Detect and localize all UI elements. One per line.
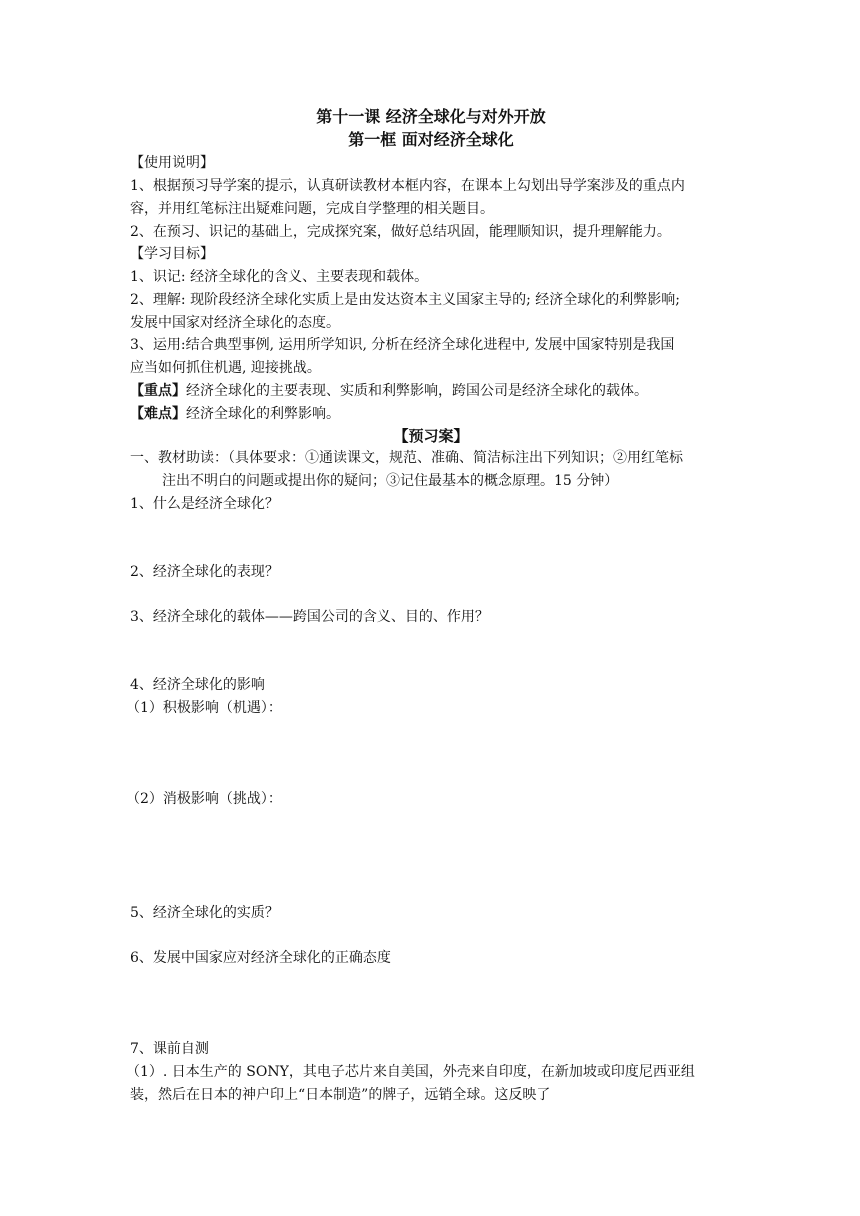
section-title: 第一框 面对经济全球化: [348, 130, 514, 149]
key-point-label: 【重点】: [130, 383, 186, 399]
goals-item-1: 1、识记: 经济全球化的含义、主要表现和载体。: [130, 269, 429, 285]
key-point-text: 经济全球化的主要表现、实质和利弊影响，跨国公司是经济全球化的载体。: [186, 383, 648, 399]
question-7: 7、课前自测: [130, 1041, 209, 1057]
lesson-title: 第十一课 经济全球化与对外开放: [316, 107, 546, 126]
difficult-point-label: 【难点】: [130, 406, 186, 422]
goals-item-2-line-2: 发展中国家对经济全球化的态度。: [130, 315, 340, 331]
goals-item-2-line-1: 2、理解: 现阶段经济全球化实质上是由发达资本主义国家主导的; 经济全球化的利弊影响;: [130, 292, 680, 308]
usage-item-1-line-1: 1、根据预习导学案的提示，认真研读教材本框内容，在课本上勾划出导学案涉及的重点内: [130, 178, 685, 194]
question-1: 1、什么是经济全球化？: [130, 496, 279, 512]
goals-heading: 【学习目标】: [130, 246, 214, 262]
usage-item-1-line-2: 容，并用红笔标注出疑难问题，完成自学整理的相关题目。: [130, 201, 494, 217]
question-6: 6、发展中国家应对经济全球化的正确态度: [130, 950, 391, 966]
goals-item-3-line-1: 3、运用:结合典型事例, 运用所学知识, 分析在经济全球化进程中, 发展中国家特别是我国: [130, 337, 675, 353]
usage-heading: 【使用说明】: [130, 155, 214, 171]
preview-intro-line-1: 一、教材助读：（具体要求：①通读课文，规范、准确、简洁标注出下列知识；②用红笔标: [130, 450, 683, 466]
question-5: 5、经济全球化的实质？: [130, 905, 279, 921]
key-point: [130, 380, 732, 402]
question-4: 4、经济全球化的影响: [130, 677, 265, 693]
question-2: 2、经济全球化的表现？: [130, 564, 279, 580]
preview-intro-line-2: 注出不明白的问题或提出你的疑问；③记住最基本的概念原理。15 分钟）: [162, 473, 619, 489]
goals-item-3-line-2: 应当如何抓住机遇, 迎接挑战。: [130, 360, 321, 376]
preview-heading: 【预习案】: [393, 427, 469, 445]
question-3: 3、经济全球化的载体——跨国公司的含义、目的、作用？: [130, 609, 489, 625]
question-7-1-line-1: （1）. 日本生产的 SONY，其电子芯片来自美国，外壳来自印度，在新加坡或印度尼西亚组: [126, 1064, 695, 1080]
question-7-1-line-2: 装，然后在日本的神户印上“日本制造”的牌子，远销全球。这反映了: [130, 1087, 551, 1103]
difficult-point-text: 经济全球化的利弊影响。: [186, 406, 340, 422]
difficult-point: [130, 403, 732, 425]
question-4-2: （2）消极影响（挑战）：: [126, 791, 282, 807]
usage-item-2: 2、在预习、识记的基础上，完成探究案，做好总结巩固，能理顺知识，提升理解能力。: [130, 224, 671, 240]
question-4-1: （1）积极影响（机遇）：: [126, 700, 282, 716]
